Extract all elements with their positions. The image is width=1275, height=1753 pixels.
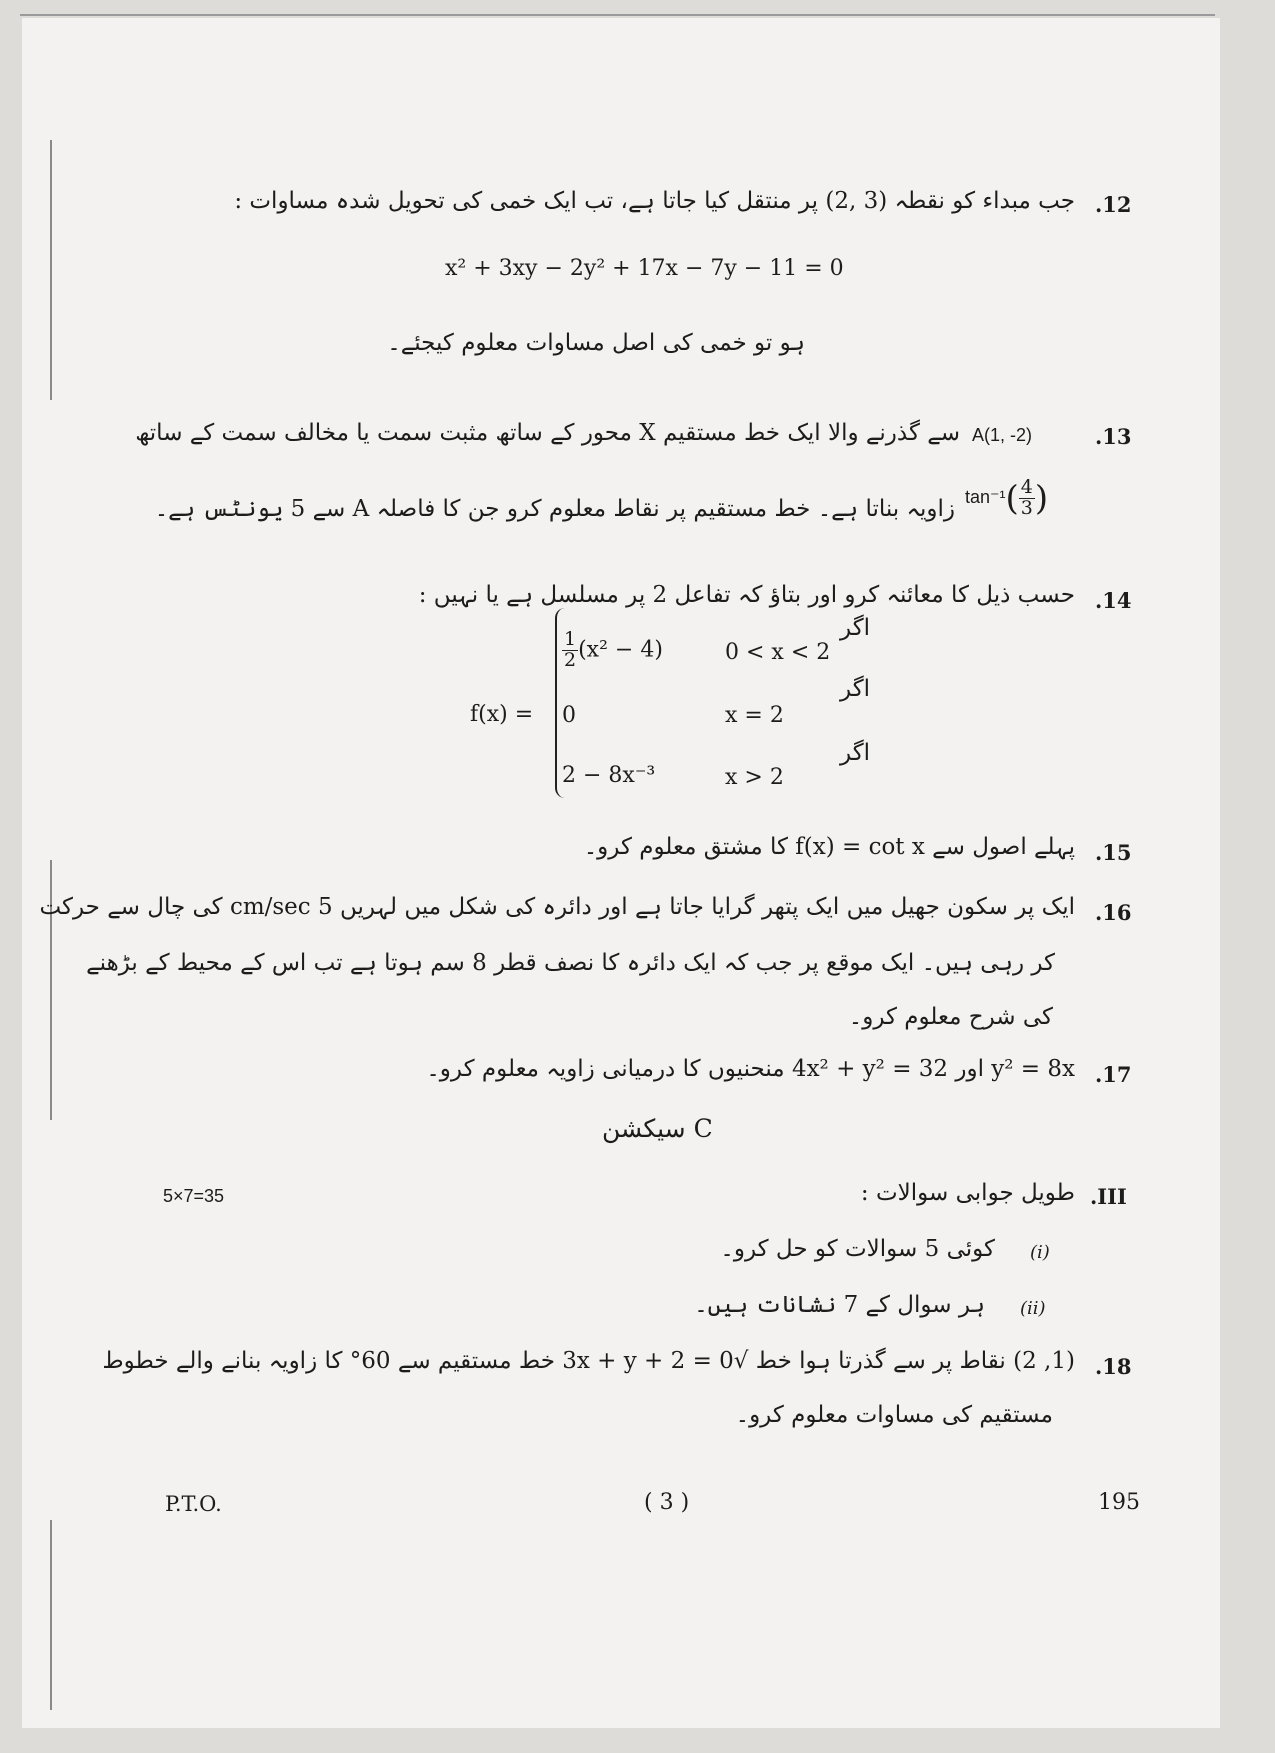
instruction-text: کوئی 5 سوالات کو حل کرو۔ [720, 1236, 995, 1262]
if-word: اگر [840, 676, 871, 702]
case-2-expression: 0 [562, 703, 576, 728]
part-number: .III [1090, 1184, 1127, 1209]
question-number: .18 [1095, 1354, 1132, 1379]
question-text: حسب ذیل کا معائنہ کرو اور بتاؤ کہ تفاعل 2 پر مسلسل ہے یا نہیں : [418, 582, 1075, 608]
question-text: زاویہ بناتا ہے۔ خط مستقیم پر نقاط معلوم کرو جن کا فاصلہ A سے 5 یونٹس ہے۔ [154, 496, 955, 522]
page-number: ( 3 ) [644, 1490, 690, 1515]
margin-mark [50, 140, 52, 400]
case-expression: (x² − 4) [578, 637, 663, 663]
fraction-denominator: 3 [1020, 496, 1033, 519]
function-lhs: f(x) = [470, 702, 534, 727]
fraction [1019, 478, 1035, 519]
marks-distribution: 5×7=35 [163, 1186, 225, 1206]
question-number: .12 [1095, 192, 1132, 217]
item-label: (ii) [1020, 1298, 1046, 1319]
tan-expression [965, 478, 1048, 519]
question-text: کر رہی ہیں۔ ایک موقع پر جب کہ ایک دائرہ کا نصف قطر 8 سم ہوتا ہے تب اس کے محیط کے بڑھنے [86, 950, 1055, 976]
instruction-text: ہر سوال کے 7 نشانات ہیں۔ [694, 1292, 985, 1318]
question-text: پہلے اصول سے f(x) = cot x کا مشتق معلوم کرو۔ [583, 834, 1075, 860]
case-2-condition: x = 2 [725, 703, 784, 728]
question-number: .14 [1095, 588, 1132, 613]
fraction-denominator: 2 [564, 648, 577, 671]
if-word: اگر [840, 740, 871, 766]
question-text: کی شرح معلوم کرو۔ [848, 1004, 1053, 1030]
open-paren: ( [1005, 478, 1019, 519]
tan-inverse: tan⁻¹ [965, 486, 1006, 507]
item-label: (i) [1030, 1242, 1050, 1263]
fraction [562, 630, 578, 671]
paper-code: 195 [1098, 1490, 1140, 1515]
section-heading: سیکشن C [602, 1114, 713, 1143]
equation: x² + 3xy − 2y² + 17x − 7y − 11 = 0 [445, 256, 844, 281]
question-text: جب مبداء کو نقطہ (3 ,2) پر منتقل کیا جاتا ہے، تب ایک خمی کی تحویل شدہ مساوات : [234, 188, 1075, 214]
part-title: طویل جوابی سوالات : [860, 1180, 1075, 1206]
case-1-expression [562, 630, 663, 671]
close-paren: ) [1034, 478, 1049, 519]
margin-mark [50, 1520, 52, 1710]
if-word: اگر [840, 615, 871, 641]
question-number: .16 [1095, 900, 1132, 925]
question-text: مستقیم کی مساوات معلوم کرو۔ [735, 1402, 1053, 1428]
question-text: (1, 2) نقاط پر سے گذرتا ہوا خط √3x + y + 2 = 0 خط مستقیم سے 60° کا زاویہ بنانے والے خطوط [102, 1348, 1075, 1374]
please-turn-over: P.T.O. [165, 1492, 222, 1516]
question-text: ہو تو خمی کی اصل مساوات معلوم کیجئے۔ [387, 330, 805, 356]
case-3-condition: x > 2 [725, 765, 784, 790]
question-number: .17 [1095, 1062, 1132, 1087]
case-3-expression: 2 − 8x⁻³ [562, 763, 656, 788]
question-number: .15 [1095, 840, 1132, 865]
fraction-numerator: 4 [1020, 476, 1033, 498]
question-number: .13 [1095, 424, 1132, 449]
question-text: y² = 8x اور 4x² + y² = 32 منحنیوں کا درمیانی زاویہ معلوم کرو۔ [426, 1056, 1075, 1082]
top-border-line [20, 14, 1215, 16]
fraction-numerator: 1 [564, 628, 577, 650]
point-label: A(1, -2) [972, 425, 1033, 445]
question-text: ایک پر سکون جھیل میں ایک پتھر گرایا جاتا ہے اور دائرہ کی شکل میں لہریں 5 cm/sec کی چال سے حرکت [39, 894, 1075, 920]
question-text: سے گذرنے والا ایک خط مستقیم X محور کے ساتھ مثبت سمت یا مخالف سمت کے ساتھ [135, 420, 960, 446]
case-1-condition: 0 < x < 2 [725, 640, 831, 665]
